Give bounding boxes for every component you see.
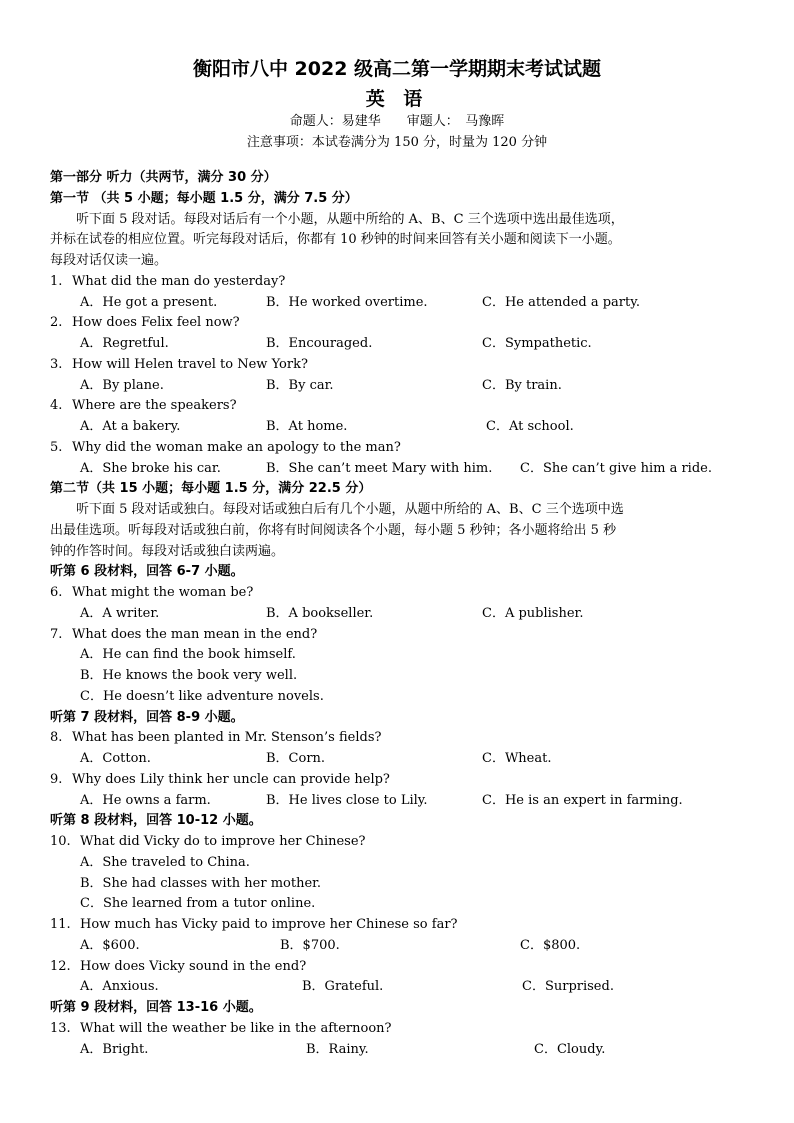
material-9-heading: 听第 9 段材料，回答 13-16 小题。 — [50, 1000, 262, 1015]
option-a[interactable]: A．Anxious. — [80, 979, 159, 995]
option-b[interactable]: B．At home. — [266, 419, 348, 434]
question-6-options — [50, 604, 760, 625]
option-a[interactable]: A．He owns a farm. — [80, 792, 211, 808]
question-8: 8. What has been planted in Mr. Stenson’s fields? — [50, 730, 382, 746]
question-2: 2. How does Felix feel now? — [50, 315, 240, 331]
option-c[interactable]: C．$800. — [520, 937, 581, 953]
option-a[interactable]: A．At a bakery. — [80, 419, 181, 434]
question-5: 5. Why did the woman make an apology to the man? — [50, 439, 401, 455]
option-b[interactable]: B．By car. — [266, 377, 334, 393]
option-b[interactable]: B．Grateful. — [302, 979, 384, 995]
question-3: 3. How will Helen travel to New York? — [50, 356, 308, 372]
question-10: 10. What did Vicky do to improve her Chinese? — [50, 834, 366, 849]
subject-title: 英 语 — [365, 88, 429, 110]
option-a[interactable]: A．She broke his car. — [80, 460, 221, 476]
option-a[interactable]: A．He can find the book himself. — [80, 647, 296, 663]
option-b[interactable]: B．He lives close to Lily. — [266, 792, 428, 808]
option-a[interactable]: A．Cotton. — [80, 751, 151, 766]
question-text: What might the woman be? — [72, 585, 254, 600]
option-a[interactable]: A．Regretful. — [80, 336, 169, 351]
section1-heading: 第一节 （共 5 小题；每小题 1.5 分，满分 7.5 分） — [50, 190, 358, 206]
question-text: What will the weather be like in the afternoon? — [80, 1020, 392, 1036]
section2-instructions-line-3: 钟的作答时间。每段对话或独白读两遍。 — [50, 543, 285, 559]
option-c[interactable]: C．By train. — [482, 377, 562, 393]
question-text: What has been planted in Mr. Stenson’s fields? — [72, 730, 382, 746]
option-b[interactable]: B．He worked overtime. — [266, 294, 428, 310]
question-text: How much has Vicky paid to improve her Chinese so far? — [80, 917, 458, 932]
question-8-options — [50, 749, 760, 770]
option-c[interactable]: C．A publisher. — [482, 605, 584, 621]
question-12: 12. How does Vicky sound in the end? — [50, 958, 307, 974]
question-5-options — [50, 459, 760, 480]
question-4: 4. Where are the speakers? — [50, 398, 237, 414]
option-b[interactable]: B．She can’t meet Mary with him. — [266, 460, 493, 476]
question-11-options — [50, 936, 760, 957]
option-b[interactable]: B．Encouraged. — [266, 336, 373, 351]
option-c[interactable]: C．At school. — [486, 419, 574, 434]
part1-heading: 第一部分 听力（共两节，满分 30 分） — [50, 170, 277, 185]
notice-line: 注意事项：本试卷满分为 150 分，时量为 120 分钟 — [246, 135, 548, 150]
authors-line: 命题人：易建华 审题人： 马豫晖 — [289, 114, 505, 129]
section2-instructions-line-1: 听下面 5 段对话或独白。每段对话或独白后有几个小题，从题中所给的 A、B、C 三个选项中选 — [76, 502, 624, 517]
question-text: How does Felix feel now? — [72, 315, 240, 331]
question-13-options — [50, 1040, 760, 1061]
option-c[interactable]: C．Wheat. — [482, 751, 552, 766]
option-c[interactable]: C．He is an expert in farming. — [482, 792, 683, 808]
option-c[interactable]: C．Sympathetic. — [482, 336, 592, 351]
question-text: Where are the speakers? — [72, 398, 237, 414]
exam-title: 衡阳市八中 2022 级高二第一学期期末考试试题 — [192, 58, 602, 80]
question-12-options — [50, 977, 760, 998]
section2-instructions-line-2: 出最佳选项。听每段对话或独白前，你将有时间阅读各个小题，每小题 5 秒钟；各小题将给出 5 秒 — [50, 522, 617, 538]
question-text: Why did the woman make an apology to the man? — [72, 439, 401, 455]
option-b[interactable]: B．She had classes with her mother. — [80, 875, 322, 891]
question-text: Why does Lily think her uncle can provide help? — [72, 771, 390, 787]
material-7-heading: 听第 7 段材料，回答 8-9 小题。 — [50, 709, 244, 725]
question-7: 7. What does the man mean in the end? — [50, 626, 318, 642]
section1-instructions-line-1: 听下面 5 段对话。每段对话后有一个小题，从题中所给的 A、B、C 三个选项中选出最佳选项， — [76, 211, 624, 227]
option-a[interactable]: A．$600. — [80, 937, 140, 953]
option-a[interactable]: A．She traveled to China. — [80, 854, 250, 870]
option-c[interactable]: C．She can’t give him a ride. — [520, 460, 712, 476]
option-b[interactable]: B．Rainy. — [306, 1041, 369, 1057]
question-text: How does Vicky sound in the end? — [80, 958, 307, 974]
option-c[interactable]: C．He attended a party. — [482, 294, 640, 310]
question-3-options — [50, 376, 760, 397]
question-2-options — [50, 334, 760, 355]
section1-instructions-line-2: 并标在试卷的相应位置。听完每段对话后，你都有 10 秒钟的时间来回答有关小题和阅读下一小题。 — [50, 232, 621, 248]
option-c[interactable]: C．He doesn’t like adventure novels. — [80, 688, 324, 704]
material-8-heading: 听第 8 段材料，回答 10-12 小题。 — [50, 813, 262, 829]
option-b[interactable]: B．Corn. — [266, 751, 326, 766]
question-13: 13. What will the weather be like in the afternoon? — [50, 1020, 392, 1036]
option-b[interactable]: B．He knows the book very well. — [80, 668, 298, 683]
question-text: What does the man mean in the end? — [72, 626, 318, 642]
question-text: What did the man do yesterday? — [72, 273, 286, 289]
material-6-heading: 听第 6 段材料，回答 6-7 小题。 — [50, 564, 244, 580]
option-a[interactable]: A．A writer. — [80, 605, 160, 621]
exam-content — [50, 168, 760, 1060]
question-11: 11. How much has Vicky paid to improve her Chinese so far? — [50, 917, 458, 932]
option-a[interactable]: A．He got a present. — [80, 294, 218, 310]
section2-heading: 第二节（共 15 小题；每小题 1.5 分，满分 22.5 分） — [50, 481, 372, 497]
question-9: 9. Why does Lily think her uncle can provide help? — [50, 771, 390, 787]
option-b[interactable]: B．$700. — [280, 937, 340, 953]
question-1: 1. What did the man do yesterday? — [50, 273, 286, 289]
question-text: How will Helen travel to New York? — [72, 356, 308, 372]
question-6: 6. What might the woman be? — [50, 585, 254, 600]
section1-instructions-line-3: 每段对话仅读一遍。 — [50, 253, 168, 268]
option-b[interactable]: B．A bookseller. — [266, 605, 374, 621]
option-c[interactable]: C．She learned from a tutor online. — [80, 896, 316, 912]
question-1-options — [50, 293, 760, 314]
question-4-options — [50, 417, 760, 438]
question-text: What did Vicky do to improve her Chinese? — [80, 834, 366, 849]
question-9-options — [50, 791, 760, 812]
option-c[interactable]: C．Surprised. — [522, 979, 614, 995]
option-a[interactable]: A．By plane. — [80, 377, 164, 393]
option-c[interactable]: C．Cloudy. — [534, 1041, 606, 1057]
option-a[interactable]: A．Bright. — [80, 1041, 149, 1057]
